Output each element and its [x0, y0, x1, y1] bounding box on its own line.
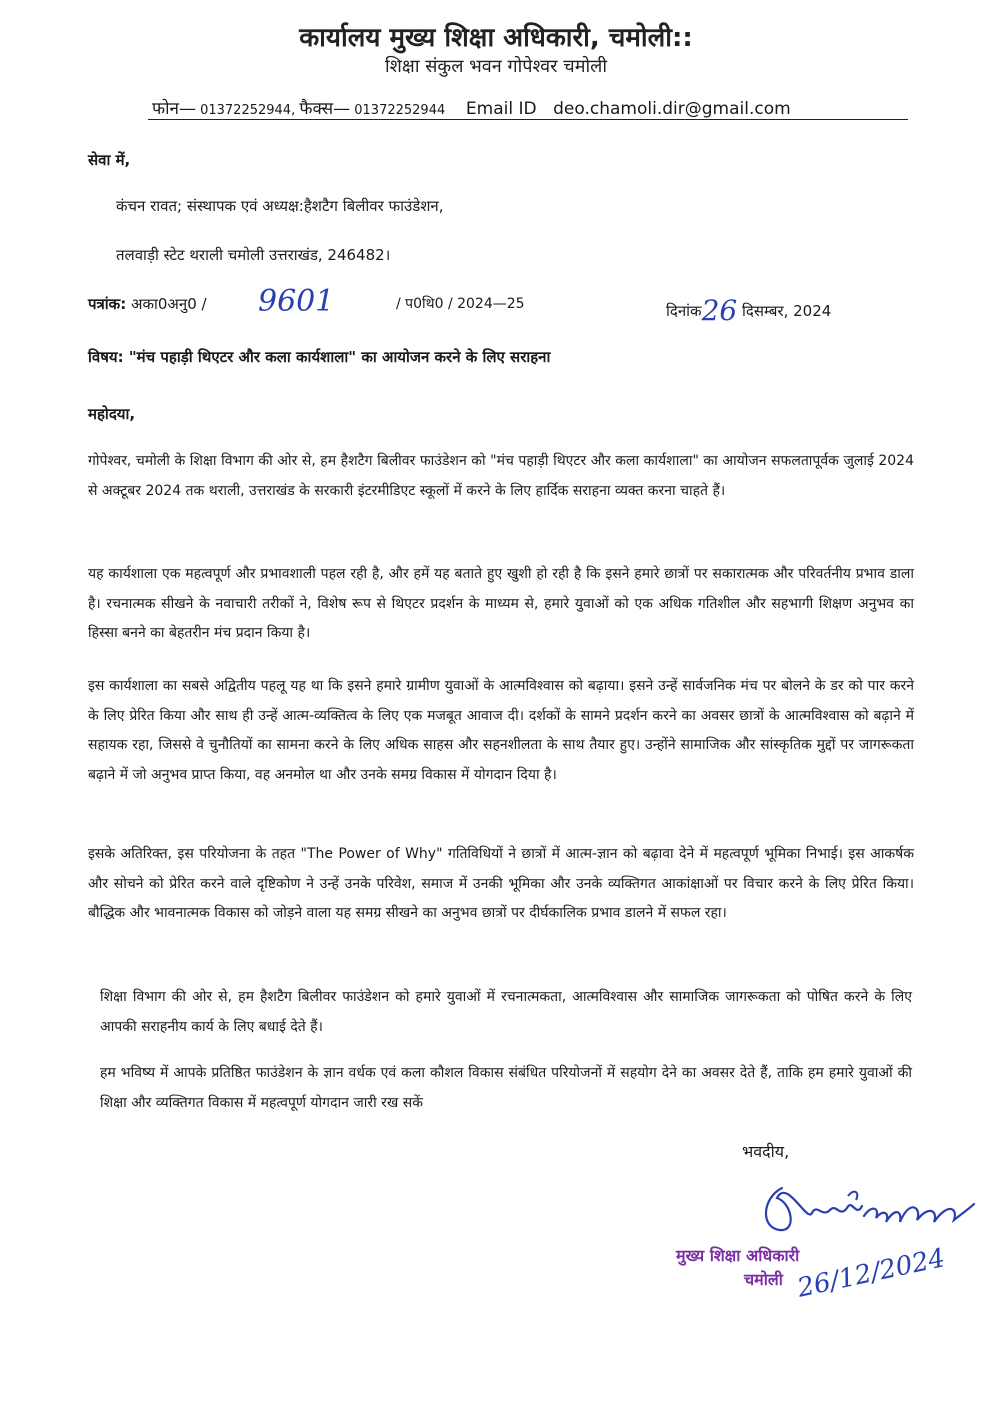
fax-number: 01372252944 [354, 103, 446, 118]
email-address: deo.chamoli.dir@gmail.com [553, 99, 791, 119]
greeting: महोदया, [88, 405, 136, 423]
handwritten-letter-number: 9601 [258, 284, 335, 319]
sign-off: भवदीय, [742, 1142, 790, 1161]
contact-line [152, 96, 791, 119]
recipient-line-1: कंचन रावत; संस्थापक एवं अध्यक्ष:हैशटैग बिलीवर फाउंडेशन, [116, 197, 444, 215]
reference-line [88, 294, 207, 314]
reference-suffix: / प0थि0 / 2024—25 [396, 296, 525, 312]
stamp-designation: मुख्य शिक्षा अधिकारी [676, 1246, 800, 1265]
salutation-to: सेवा में, [88, 151, 131, 169]
handwritten-day: 26 [701, 294, 738, 327]
reference-label: पत्रांक: [88, 295, 127, 313]
email-label: Email ID [465, 99, 537, 119]
date-rest: दिसम्बर, 2024 [742, 302, 832, 320]
recipient-line-2: तलवाड़ी स्टेट थराली चमोली उत्तराखंड, 246482। [116, 246, 391, 264]
subject-line: विषय: "मंच पहाड़ी थिएटर और कला कार्यशाला" का आयोजन करने के लिए सराहना [88, 348, 551, 366]
body-paragraph-6: हम भविष्य में आपके प्रतिष्ठित फाउंडेशन के ज्ञान वर्धक एवं कला कौशल विकास संबंधित परियोजनों में सहयोग देने का अवसर देते हैं, ताकि हम हमारे युवाओं की शिक्षा और व्यक्तिगत विकास में महत्वपूर्ण योगदान जारी रख सकें [100, 1065, 912, 1111]
office-address: शिक्षा संकुल भवन गोपेश्वर चमोली [385, 56, 607, 77]
phone-number: 01372252944, [200, 103, 296, 118]
header-divider [148, 119, 908, 120]
stamp-district: चमोली [744, 1270, 783, 1289]
reference-prefix: अका0अनु0 / [131, 295, 207, 313]
date-line [666, 290, 832, 327]
handwritten-sign-date: 26/12/2024 [794, 1243, 948, 1304]
body-paragraph-2: यह कार्यशाला एक महत्वपूर्ण और प्रभावशाली पहल रही है, और हमें यह बताते हुए खुशी हो रही है कि इसने हमारे छात्रों पर सकारात्मक और परिवर्तनीय प्रभाव डाला है। रचनात्मक सीखने के नवाचारी तरीकों ने, विशेष रूप से थिएटर प्रदर्शन के माध्यम से, हमारे युवाओं को एक अधिक गतिशील और सहभागी शिक्षण अनुभव का हिस्सा बनने का बेहतरीन मंच प्रदान किया है। [88, 566, 914, 641]
signature-scribble [752, 1168, 982, 1248]
body-paragraph-3: इस कार्यशाला का सबसे अद्वितीय पहलू यह था कि इसने हमारे ग्रामीण युवाओं के आत्मविश्वास को बढ़ाया। इसने उन्हें सार्वजनिक मंच पर बोलने के डर को पार करने के लिए प्रेरित किया और साथ ही उन्हें आत्म-व्यक्तित्व के लिए एक मजबूत आवाज दी। दर्शकों के सामने प्रदर्शन करने का अवसर छात्रों के आत्मविश्वास को बढ़ाने में सहायक रहा, जिससे वे चुनौतियों का सामना करने के लिए अधिक साहस और सहनशीलता के साथ तैयार हुए। उन्होंने सामाजिक और सांस्कृतिक मुद्दों पर जागरूकता बढ़ाने में जो अनुभव प्राप्त किया, वह अनमोल था और उनके समग्र विकास में योगदान दिया है। [88, 678, 914, 783]
body-paragraph-4: इसके अतिरिक्त, इस परियोजना के तहत "The Power of Why" गतिविधियों ने छात्रों में आत्म-ज्ञान को बढ़ावा देने में महत्वपूर्ण भूमिका निभाई। इस आकर्षक और सोचने को प्रेरित करने वाले दृष्टिकोण ने उन्हें उनके परिवेश, समाज में उनकी भूमिका और उनके व्यक्तिगत आकांक्षाओं पर विचार करने के लिए प्रेरित किया। बौद्धिक और भावनात्मक विकास को जोड़ने वाला यह समग्र सीखने का अनुभव छात्रों पर दीर्घकालिक प्रभाव डालने में सफल रहा। [88, 846, 914, 921]
phone-label: फोन— [152, 99, 196, 119]
office-title: कार्यालय मुख्य शिक्षा अधिकारी, चमोली:: [299, 23, 693, 53]
date-label: दिनांक [666, 302, 702, 320]
body-paragraph-1: गोपेश्वर, चमोली के शिक्षा विभाग की ओर से, हम हैशटैग बिलीवर फाउंडेशन को "मंच पहाड़ी थिएटर और कला कार्यशाला" का आयोजन सफलतापूर्वक जुलाई 2024 से अक्टूबर 2024 तक थराली, उत्तराखंड के सरकारी इंटरमीडिएट स्कूलों में करने के लिए हार्दिक सराहना व्यक्त करना चाहते हैं। [88, 453, 914, 499]
fax-label: फैक्स— [299, 99, 351, 119]
body-paragraph-5: शिक्षा विभाग की ओर से, हम हैशटैग बिलीवर फाउंडेशन को हमारे युवाओं में रचनात्मकता, आत्मविश्वास और सामाजिक जागरूकता को पोषित करने के लिए आपकी सराहनीय कार्य के लिए बधाई देते हैं। [100, 989, 912, 1035]
